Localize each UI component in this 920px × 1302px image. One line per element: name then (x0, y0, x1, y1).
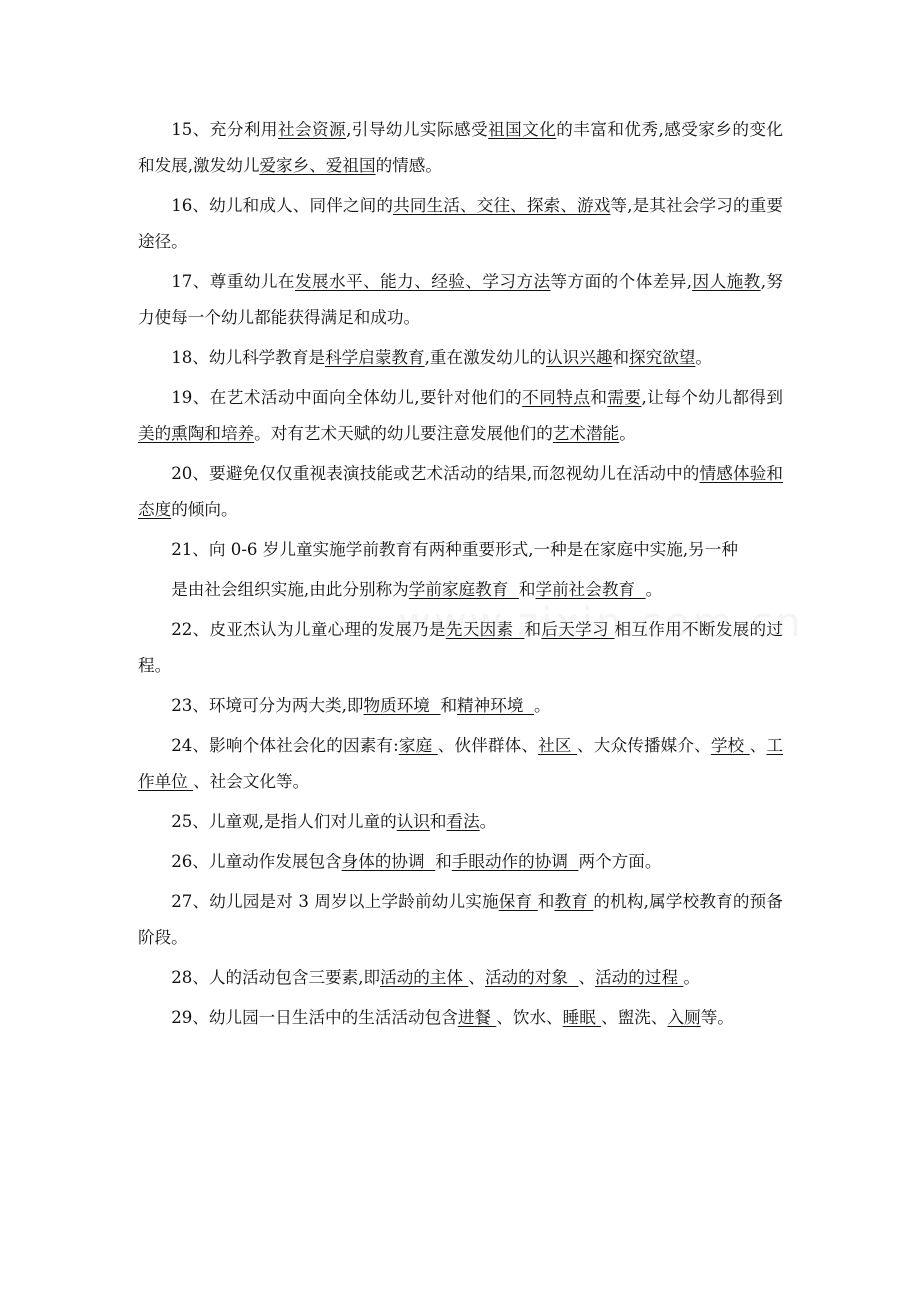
answer-blank: 学前家庭教育 (408, 580, 519, 599)
answer-blank: 工作单位 (138, 736, 784, 791)
question-item (138, 380, 783, 452)
question-item (138, 188, 783, 260)
question-text: 16、幼儿和成人、同伴之间的 (171, 196, 394, 215)
question-text: 的倾向。 (171, 500, 238, 519)
answer-blank: 保育 (498, 892, 538, 911)
question-item (138, 532, 783, 568)
question-item (138, 340, 783, 376)
answer-blank: 共同生活、交往、探索、游戏 (393, 196, 611, 215)
answer-blank: 认识 (396, 812, 430, 831)
answer-blank: 需要 (607, 388, 642, 407)
question-text: ,让每个幼儿都得到 (641, 388, 784, 407)
question-text: 的丰富和优秀,感受家乡的变化和发展,激发幼儿 (138, 120, 784, 175)
question-text: ,引导幼儿实际感受 (346, 120, 489, 139)
answer-blank: 爱家乡、爱祖国 (259, 156, 376, 175)
question-text: 和 (435, 852, 452, 871)
question-text: 和 (440, 696, 458, 715)
answer-blank: 发展水平、能力、经验、学习方法 (294, 272, 551, 291)
question-text: 15、充分利用 (171, 120, 278, 139)
answer-blank: 手眼动作的协调 (451, 852, 579, 871)
question-item (138, 960, 783, 996)
answer-blank: 学前社会教育 (535, 580, 646, 599)
question-item (138, 884, 783, 956)
answer-blank: 入厕 (667, 1008, 701, 1027)
question-text: 。 (695, 348, 712, 367)
question-text: 、 (578, 968, 596, 987)
answer-blank: 因人施教 (692, 272, 761, 291)
question-text: 和 (590, 388, 608, 407)
question-item (138, 688, 783, 724)
answer-blank: 情感体验和态度 (138, 464, 783, 519)
answer-blank: 物质环境 (363, 696, 441, 715)
question-text: 相互作用不断发展的过程。 (138, 620, 783, 675)
question-text: 等。 (700, 1008, 734, 1027)
question-text: 和 (612, 348, 630, 367)
question-text: 、社会文化等。 (193, 772, 310, 791)
answer-blank: 社区 (538, 736, 577, 755)
question-text: 。 (683, 968, 700, 987)
answer-blank: 教育 (554, 892, 594, 911)
question-text: 和 (524, 620, 542, 639)
question-text: 两个方面。 (578, 852, 662, 871)
answer-blank: 进餐 (457, 1008, 497, 1027)
answer-blank: 活动的主体 (380, 968, 469, 987)
question-text: 20、要避免仅仅重视表演技能或艺术活动的结果,而忽视幼儿在活动中的 (171, 464, 700, 483)
question-text: ,重在激发幼儿的 (424, 348, 547, 367)
question-text: 是由社会组织实施,由此分别称为 (171, 580, 409, 599)
question-text: 、伙伴群体、 (437, 736, 539, 755)
answer-blank: 美的熏陶和培养 (138, 424, 255, 443)
question-text: 23、环境可分为两大类,即 (171, 696, 364, 715)
question-text: 28、人的活动包含三要素,即 (171, 968, 381, 987)
question-item (138, 1000, 783, 1036)
question-text: 18、幼儿科学教育是 (171, 348, 326, 367)
question-item (138, 264, 783, 336)
question-text: 和 (429, 812, 447, 831)
question-item (138, 612, 783, 684)
question-item (138, 456, 783, 528)
answer-blank: 家庭 (398, 736, 438, 755)
question-text: 等方面的个体差异, (550, 272, 693, 291)
question-text: 17、尊重幼儿在 (171, 272, 295, 291)
question-item (138, 804, 783, 840)
question-text: 、饮水、 (496, 1008, 563, 1027)
question-text: 。 (479, 812, 497, 831)
question-text: 、 (749, 736, 767, 755)
answer-blank: 科学启蒙教育 (325, 348, 425, 367)
question-text: 27、幼儿园是对 3 周岁以上学龄前幼儿实施 (171, 892, 499, 911)
answer-blank: 艺术潜能 (552, 424, 620, 443)
question-text: 的情感。 (375, 156, 442, 175)
question-text: 、大众传播媒介、 (577, 736, 711, 755)
answer-blank: 不同特点 (522, 388, 591, 407)
question-text: 19、在艺术活动中面向全体幼儿,要针对他们的 (171, 388, 523, 407)
question-text: ,努力使每一个幼儿都能获得满足和成功。 (138, 272, 783, 327)
answer-blank: 后天学习 (541, 620, 615, 639)
question-text: 26、儿童动作发展包含 (171, 852, 342, 871)
question-item (138, 844, 783, 880)
question-text: 等,是其社会学习的重要途径。 (138, 196, 783, 251)
question-text: 和 (537, 892, 555, 911)
question-text: 、 (468, 968, 485, 987)
question-text: 。 (645, 580, 663, 599)
answer-blank: 活动的过程 (595, 968, 684, 987)
answer-blank: 看法 (446, 812, 480, 831)
answer-blank: 认识兴趣 (546, 348, 613, 367)
question-text: 、盥洗、 (601, 1008, 668, 1027)
answer-blank: 活动的对象 (484, 968, 579, 987)
question-text: 29、幼儿园一日生活中的生活活动包含 (171, 1008, 458, 1027)
question-text: 。 (619, 424, 636, 443)
question-text: 。 (533, 696, 551, 715)
question-text: 22、皮亚杰认为儿童心理的发展乃是 (171, 620, 446, 639)
answer-blank: 睡眠 (562, 1008, 602, 1027)
question-text: 25、儿童观,是指人们对儿童的 (171, 812, 397, 831)
question-text: 24、影响个体社会化的因素有: (171, 736, 399, 755)
answer-blank: 先天因素 (445, 620, 525, 639)
question-item (138, 728, 783, 800)
document-body (138, 112, 783, 1040)
question-item (138, 112, 783, 184)
question-text: 。对有艺术天赋的幼儿要注意发展他们的 (254, 424, 553, 443)
answer-blank: 学校 (710, 736, 750, 755)
answer-blank: 精神环境 (457, 696, 534, 715)
question-text: 的机构,属学校教育的预备阶段。 (138, 892, 783, 947)
answer-blank: 探究欲望 (629, 348, 696, 367)
answer-blank: 身体的协调 (341, 852, 436, 871)
answer-blank: 祖国文化 (488, 120, 557, 139)
question-item (138, 572, 783, 608)
answer-blank: 社会资源 (277, 120, 347, 139)
question-text: 和 (518, 580, 536, 599)
question-text: 21、向 0-6 岁儿童实施学前教育有两种重要形式,一种是在家庭中实施,另一种 (171, 540, 738, 559)
